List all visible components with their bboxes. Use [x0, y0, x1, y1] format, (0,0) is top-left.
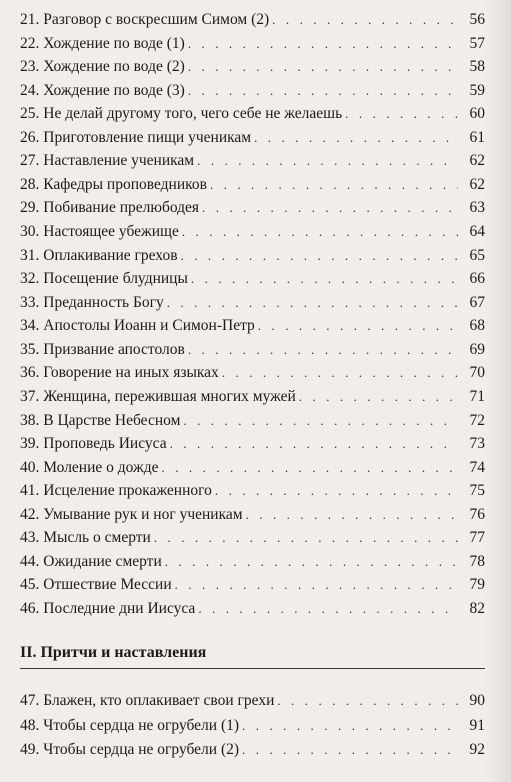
toc-leader-dots [181, 245, 458, 267]
toc-entry-title: 47. Блажен, кто оплакивает свои грехи [20, 692, 275, 709]
toc-entry-title: 49. Чтобы сердца не огрубели (2) [20, 741, 240, 758]
toc-page-number: 82 [469, 600, 485, 617]
toc-entry [20, 362, 485, 384]
toc-entry [20, 150, 485, 172]
toc-page-number: 69 [469, 340, 485, 358]
toc-leader-dots [162, 457, 458, 479]
toc-page-number: 79 [469, 576, 485, 594]
toc-leader-dots [170, 433, 458, 455]
toc-entry [20, 410, 485, 432]
toc-page-number: 91 [469, 716, 485, 734]
toc-page-number: 75 [469, 482, 485, 500]
toc-page-number: 70 [469, 364, 485, 382]
toc-entry-title: 37. Женщина, пережившая многих мужей [20, 387, 296, 405]
toc-page-number: 74 [469, 458, 485, 476]
toc-entry [20, 433, 485, 455]
toc-page-number: 66 [469, 270, 485, 288]
toc-page-number: 72 [469, 411, 485, 429]
toc-page-number: 63 [469, 199, 485, 217]
toc-entry [20, 292, 485, 314]
toc-page-number: 67 [469, 293, 485, 311]
toc-page-number: 78 [469, 552, 485, 570]
toc-leader-dots [191, 268, 458, 290]
toc-entry [20, 504, 485, 526]
section-divider [20, 668, 485, 669]
toc-leader-dots [188, 33, 458, 55]
toc-page-number: 92 [469, 741, 485, 758]
toc-entry [20, 386, 485, 408]
toc-entry [20, 56, 485, 78]
toc-entry [20, 103, 485, 125]
toc-entry [20, 551, 485, 573]
toc-entry-title: 48. Чтобы сердца не огрубели (1) [20, 716, 240, 734]
toc-page-number: 71 [469, 387, 485, 405]
toc-page-number: 64 [469, 223, 485, 241]
toc-entry-title: 35. Призвание апостолов [20, 340, 185, 358]
toc-leader-dots [167, 292, 458, 314]
toc-entry-title: 45. Отшествие Мессии [20, 576, 172, 594]
toc-entry-title: 24. Хождение по воде (3) [20, 81, 185, 99]
toc-entry-title: 27. Наставление ученикам [20, 152, 195, 170]
toc-leader-dots [345, 103, 458, 125]
toc-entry [20, 315, 485, 337]
toc-entry-title: 26. Приготовление пищи ученикам [20, 128, 252, 146]
toc-entry-title: 25. Не делай другому того, чего себе не желаешь [20, 105, 343, 123]
section-heading: II. Притчи и наставления [20, 644, 207, 661]
toc-entry [20, 339, 485, 361]
toc-entry [20, 245, 485, 267]
toc-entry-title: 23. Хождение по воде (2) [20, 58, 185, 76]
toc-entry-title: 22. Хождение по воде (1) [20, 34, 185, 52]
toc-leader-dots [258, 315, 458, 337]
toc-leader-dots [197, 150, 458, 172]
toc-page-number: 57 [469, 34, 485, 52]
toc-leader-dots [188, 56, 458, 78]
toc-page-number: 76 [469, 505, 485, 523]
toc-entry [20, 127, 485, 149]
toc-entry [20, 9, 485, 31]
toc-leader-dots [215, 480, 458, 502]
toc-entry-title: 31. Оплакивание грехов [20, 246, 178, 264]
toc-page-number: 58 [469, 58, 485, 76]
toc-entry-title: 33. Преданность Богу [20, 293, 164, 311]
toc-entry-title: 38. В Царстве Небесном [20, 411, 181, 429]
toc-page-number: 62 [469, 175, 485, 193]
toc-leader-dots [254, 127, 458, 149]
toc-entry-title: 34. Апостолы Иоанн и Симон-Петр [20, 317, 255, 335]
toc-leader-dots [242, 715, 458, 737]
toc-page-number: 56 [469, 11, 485, 28]
toc-leader-dots [277, 690, 458, 712]
toc-page-number: 59 [469, 81, 485, 99]
toc-leader-dots [188, 80, 458, 102]
toc-page-number: 77 [469, 529, 485, 547]
toc-page-number: 73 [469, 435, 485, 453]
toc-entry-title: 21. Разговор с воскресшим Симом (2) [20, 11, 270, 28]
toc-entry [20, 457, 485, 479]
toc-entry-title: 44. Ожидание смерти [20, 552, 162, 570]
toc-entry [20, 221, 485, 243]
toc-leader-dots [210, 174, 458, 196]
toc-leader-dots [188, 339, 458, 361]
toc-leader-dots [183, 410, 458, 432]
toc-leader-dots [198, 598, 458, 620]
toc-leader-dots [242, 739, 458, 761]
toc-entry-title: 29. Побивание прелюбодея [20, 199, 200, 217]
toc-leader-dots [299, 386, 458, 408]
toc-entry [20, 33, 485, 55]
toc-entry-title: 42. Умывание рук и ног ученикам [20, 505, 243, 523]
toc-leader-dots [222, 362, 458, 384]
toc-entry [20, 690, 485, 712]
toc-page-number: 90 [469, 692, 485, 709]
toc-entry-title: 40. Моление о дожде [20, 458, 159, 476]
toc-entry-title: 30. Настоящее убежище [20, 223, 179, 241]
toc-entry [20, 480, 485, 502]
toc-entry [20, 574, 485, 596]
toc-entry [20, 174, 485, 196]
toc-entry-title: 39. Проповедь Иисуса [20, 435, 167, 453]
toc-entry [20, 739, 485, 761]
toc-entry [20, 715, 485, 737]
page-edge-shadow [485, 0, 511, 782]
toc-leader-dots [202, 197, 458, 219]
toc-page-number: 61 [469, 128, 485, 146]
toc-entry-title: 36. Говорение на иных языках [20, 364, 219, 382]
toc-leader-dots [246, 504, 458, 526]
toc-entry [20, 527, 485, 549]
toc-entry-title: 28. Кафедры проповедников [20, 175, 207, 193]
toc-entry-title: 43. Мысль о смерти [20, 529, 151, 547]
toc-entry-title: 41. Исцеление прокаженного [20, 482, 212, 500]
toc-page-number: 65 [469, 246, 485, 264]
toc-entry [20, 268, 485, 290]
toc-leader-dots [154, 527, 458, 549]
toc-page-number: 60 [469, 105, 485, 123]
toc-leader-dots [165, 551, 458, 573]
toc-entry [20, 197, 485, 219]
toc-entry [20, 598, 485, 620]
toc-page-number: 68 [469, 317, 485, 335]
toc-entry-title: 32. Посещение блудницы [20, 270, 188, 288]
toc-entry-title: 46. Последние дни Иисуса [20, 600, 196, 617]
toc-entry [20, 80, 485, 102]
toc-leader-dots [175, 574, 458, 596]
toc-leader-dots [182, 221, 458, 243]
toc-page-number: 62 [469, 152, 485, 170]
toc-leader-dots [272, 9, 458, 31]
